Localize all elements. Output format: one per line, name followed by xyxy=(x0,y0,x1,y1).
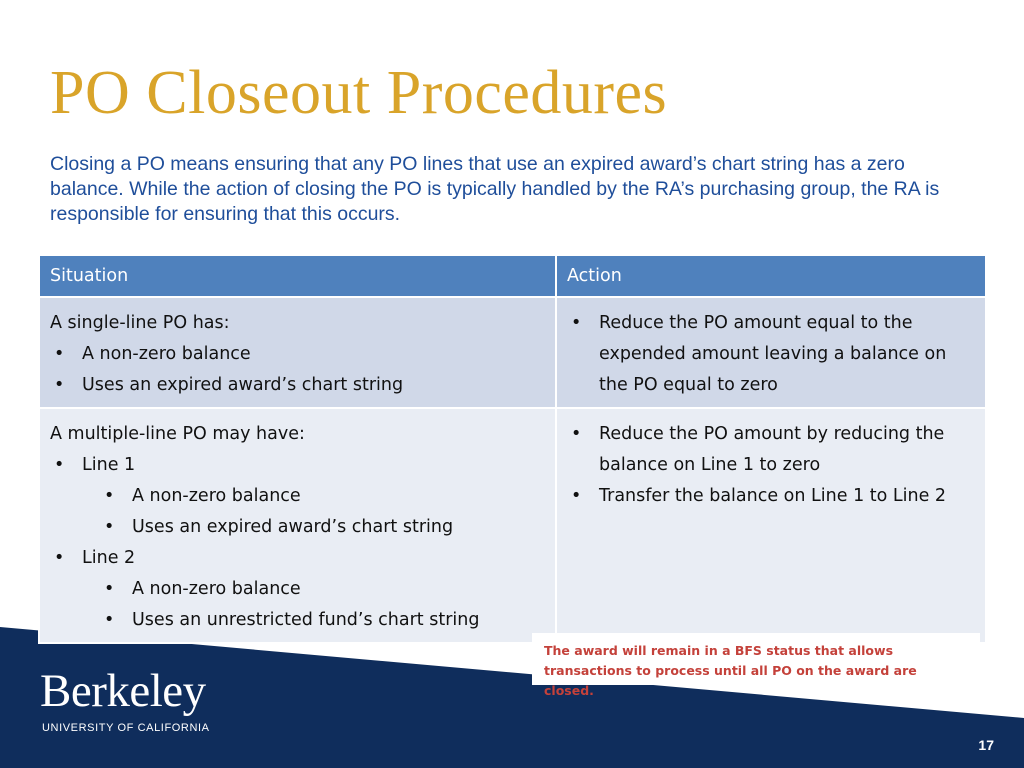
page-number: 17 xyxy=(978,737,994,753)
sub-list xyxy=(50,481,545,543)
situation-list xyxy=(50,450,545,481)
situation-cell xyxy=(39,297,556,408)
status-note: The award will remain in a BFS status that allows transactions to process until all PO on the award are closed. xyxy=(532,633,980,685)
list-item: • A non-zero balance xyxy=(50,481,545,512)
list-item: • Line 1 xyxy=(50,450,545,481)
action-cell xyxy=(556,408,986,643)
list-item: • Line 2 xyxy=(50,543,545,574)
situation-list xyxy=(50,543,545,574)
situation-list xyxy=(50,339,545,401)
table-header-row xyxy=(39,255,986,297)
list-item: • Uses an unrestricted fund’s chart string xyxy=(50,605,545,636)
table-row xyxy=(39,297,986,408)
list-item: • A non-zero balance xyxy=(50,339,545,370)
procedures-table xyxy=(38,254,987,644)
action-list xyxy=(567,419,975,512)
sub-list xyxy=(50,574,545,636)
situation-cell xyxy=(39,408,556,643)
list-item: • Transfer the balance on Line 1 to Line 2 xyxy=(567,481,975,512)
action-cell xyxy=(556,297,986,408)
list-item: • Uses an expired award’s chart string xyxy=(50,512,545,543)
list-item: • Reduce the PO amount by reducing the balance on Line 1 to zero xyxy=(567,419,975,481)
list-item: • Uses an expired award’s chart string xyxy=(50,370,545,401)
situation-intro: A multiple-line PO may have: xyxy=(50,424,305,444)
list-item: • Reduce the PO amount equal to the expended amount leaving a balance on the PO equal to zero xyxy=(567,308,975,401)
berkeley-logo-wordmark: Berkeley xyxy=(40,665,206,717)
slide-title: PO Closeout Procedures xyxy=(50,59,668,127)
table-row xyxy=(39,408,986,643)
action-list xyxy=(567,308,975,401)
berkeley-logo-subtitle: UNIVERSITY OF CALIFORNIA xyxy=(42,722,210,734)
situation-intro: A single-line PO has: xyxy=(50,313,230,333)
header-situation: Situation xyxy=(39,255,556,297)
header-action: Action xyxy=(556,255,986,297)
intro-paragraph: Closing a PO means ensuring that any PO lines that use an expired award’s chart string has a zero balance. While the action of closing the PO is typically handled by the RA’s purchasing group, the RA is responsible for ensuring that this occurs. xyxy=(50,153,940,225)
list-item: • A non-zero balance xyxy=(50,574,545,605)
